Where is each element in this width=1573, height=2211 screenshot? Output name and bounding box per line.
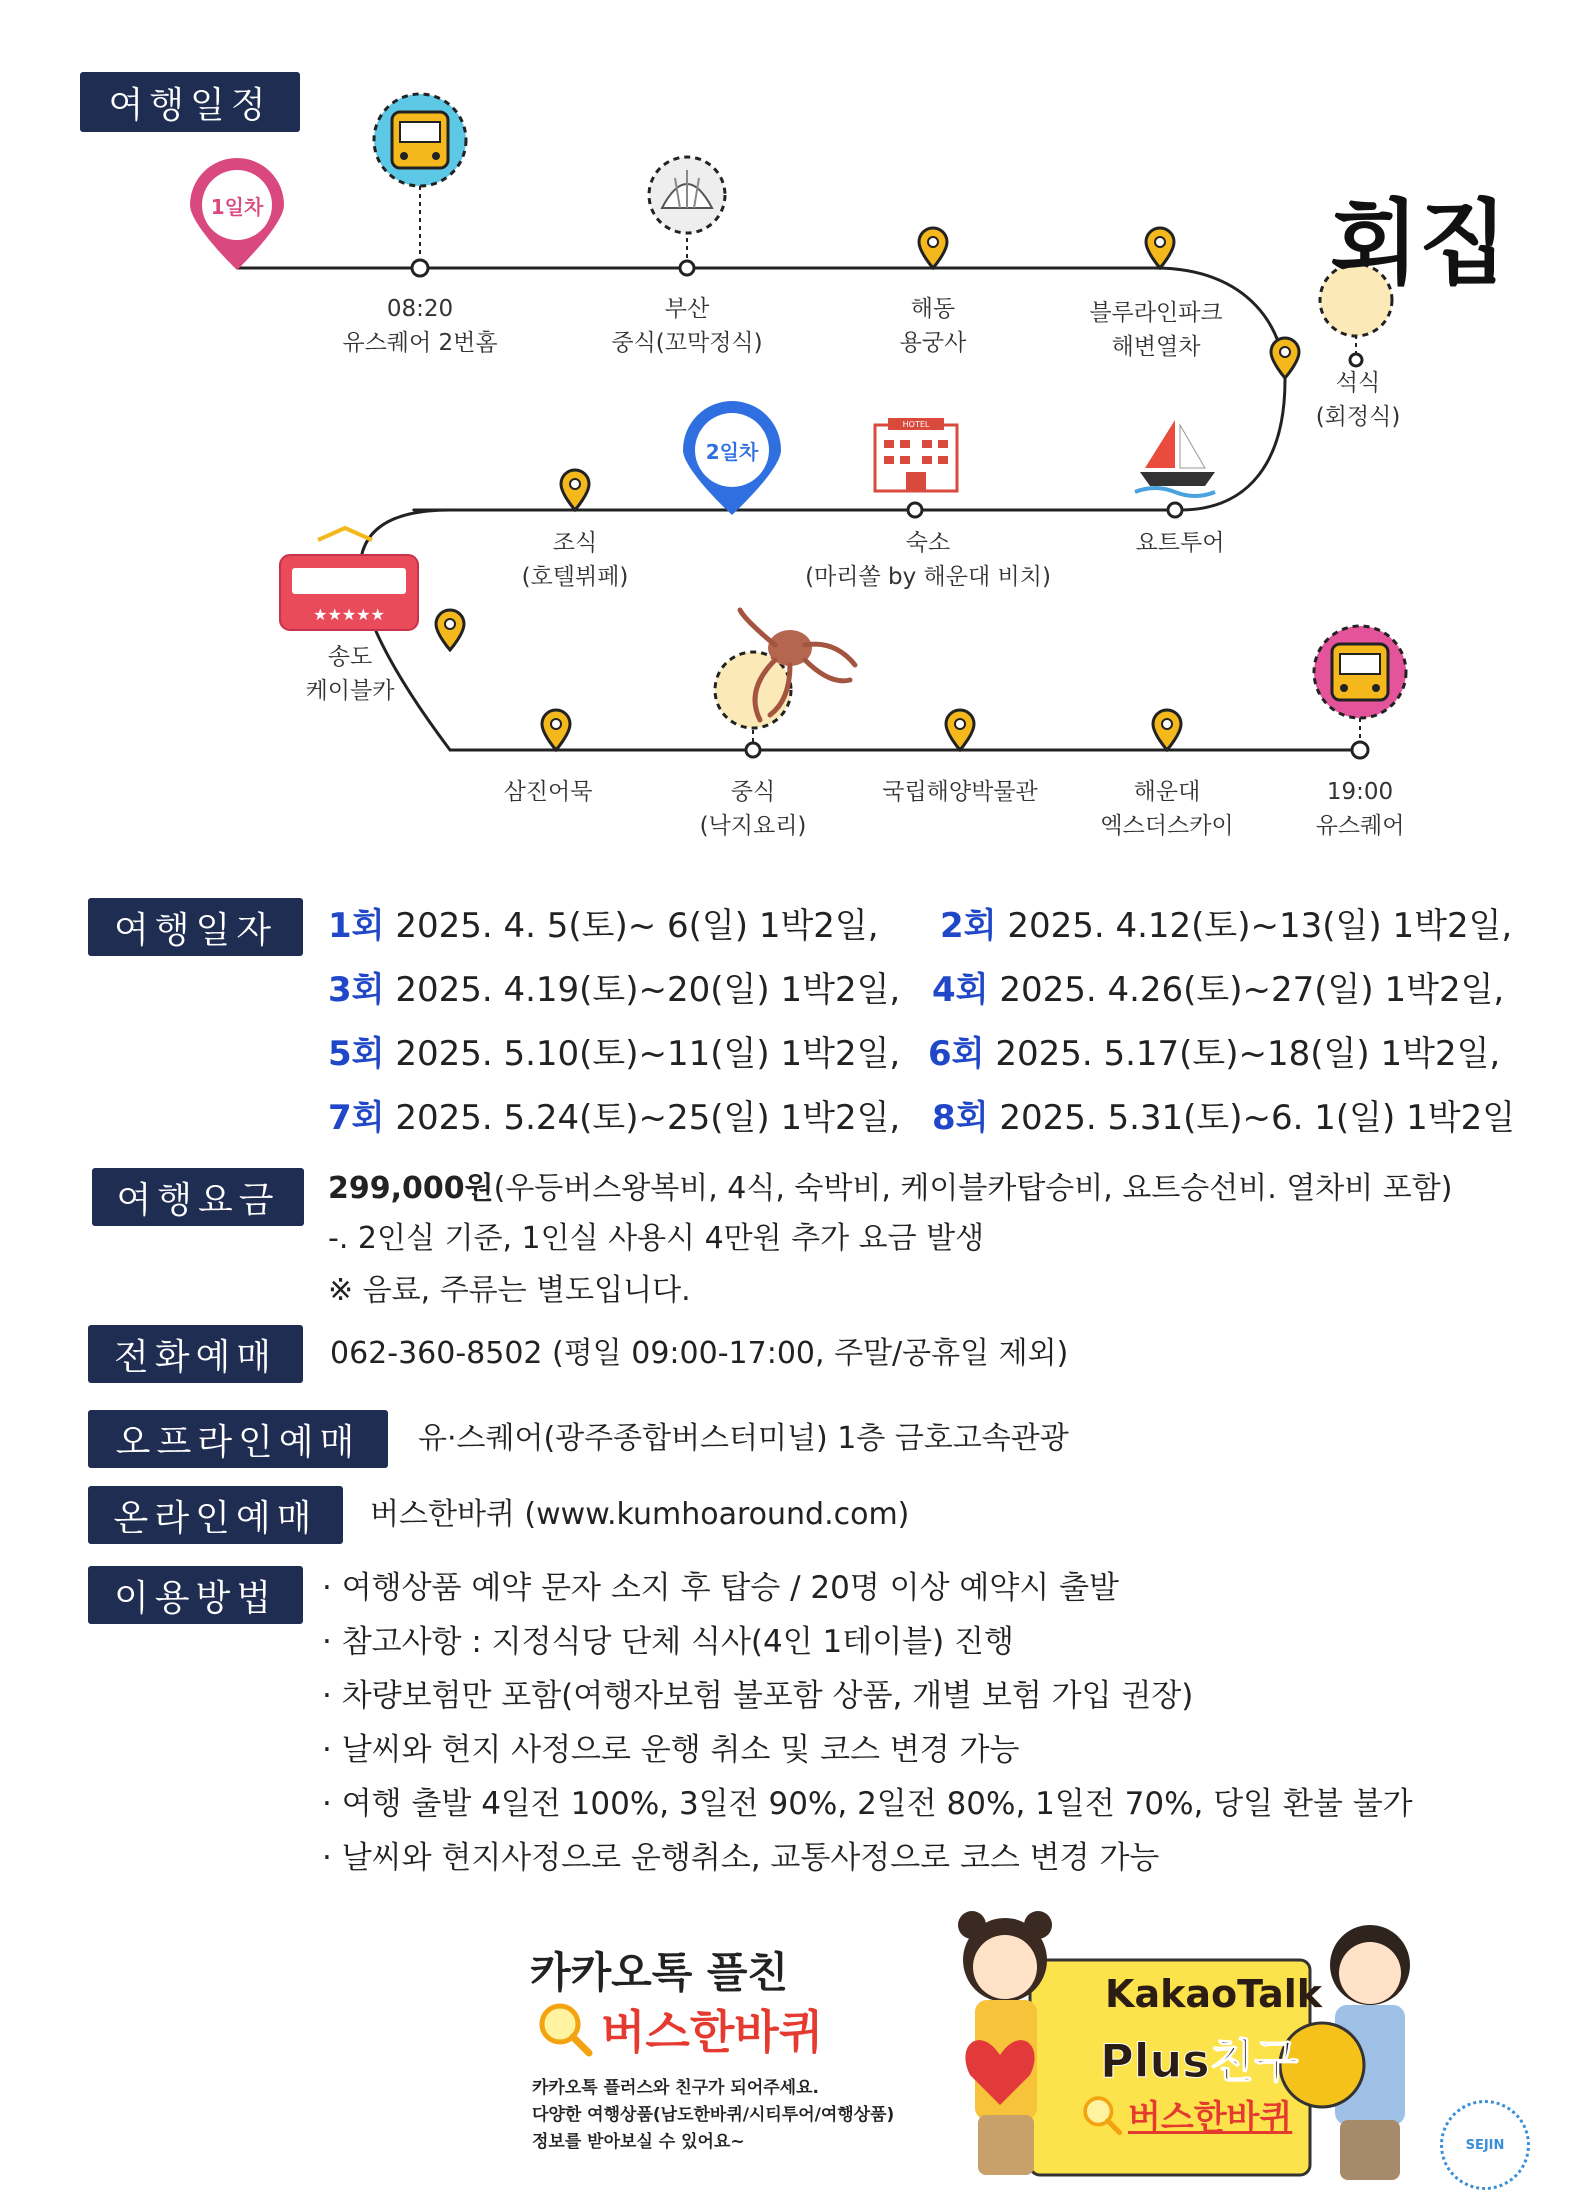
sign-kakaotalk: KakaoTalk xyxy=(1105,1972,1323,2016)
date-item-6: 6회 2025. 5.17(토)~18(일) 1박2일, xyxy=(928,1034,1501,1074)
stop-breakfast: 조식 (호텔뷔페) xyxy=(521,530,629,590)
date-item-3: 3회 2025. 4.19(토)~20(일) 1박2일, xyxy=(328,970,901,1010)
price-note-2: ※ 음료, 주류는 별도입니다. xyxy=(328,1273,691,1308)
stop-samjin: 삼진어묵 xyxy=(503,779,593,805)
sign-brand-search xyxy=(1080,2090,1292,2139)
usage-heading: 이용방법 xyxy=(88,1566,303,1624)
phone-text: 062-360-8502 (평일 09:00-17:00, 주말/공휴일 제외) xyxy=(330,1336,1069,1371)
stop-cablecar: 송도 케이블카 xyxy=(305,644,395,704)
stop-lunch-busan: 부산 중식(꼬막정식) xyxy=(611,296,763,356)
stop-blueline: 블루라인파크 해변열차 xyxy=(1089,300,1223,360)
stop-hotel: 숙소 (마리쏠 by 해운대 비치) xyxy=(805,530,1051,590)
date-item-1: 1회 2025. 4. 5(토)~ 6(일) 1박2일, xyxy=(328,906,879,946)
price-note-1: -. 2인실 기준, 1인실 사용시 4만원 추가 요금 발생 xyxy=(328,1221,985,1256)
date-item-7: 7회 2025. 5.24(토)~25(일) 1박2일, xyxy=(328,1098,901,1138)
stop-start: 08:20 유스퀘어 2번홈 xyxy=(342,296,498,356)
stamp-text: SEJIN xyxy=(1465,2137,1505,2153)
stamp-logo xyxy=(1440,2100,1530,2190)
usage-item: · 날씨와 현지 사정으로 운행 취소 및 코스 변경 가능 xyxy=(322,1732,1020,1768)
date-item-8: 8회 2025. 5.31(토)~6. 1(일) 1박2일 xyxy=(932,1098,1516,1138)
stop-yacht: 요트투어 xyxy=(1135,530,1225,556)
usage-item: · 여행 출발 4일전 100%, 3일전 90%, 2일전 80%, 1일전 70%, 당일 환불 불가 xyxy=(322,1786,1413,1822)
kakao-brand-search[interactable] xyxy=(535,1996,823,2062)
usage-item: · 여행상품 예약 문자 소지 후 탑승 / 20명 이상 예약시 출발 xyxy=(322,1570,1120,1606)
magnifier-icon xyxy=(1080,2093,1124,2137)
usage-item: · 날씨와 현지사정으로 운행취소, 교통사정으로 코스 변경 가능 xyxy=(322,1840,1160,1876)
price-includes: (우등버스왕복비, 4식, 숙박비, 케이블카탑승비, 요트승선비. 열차비 포함) xyxy=(493,1171,1453,1206)
svg-text:2일차: 2일차 xyxy=(705,440,759,464)
calligraphy-title: 회집 xyxy=(1330,189,1508,297)
dates-heading: 여행일자 xyxy=(88,898,303,956)
online-text[interactable]: 버스한바퀴 (www.kumhoaround.com) xyxy=(370,1497,910,1532)
schedule-heading: 여행일정 xyxy=(80,72,300,132)
price-amount: 299,000원 xyxy=(328,1171,494,1206)
stop-end: 19:00 유스퀘어 xyxy=(1315,779,1405,839)
yacht-icon xyxy=(1135,420,1215,496)
svg-text:HOTEL: HOTEL xyxy=(902,420,930,429)
stop-museum: 국립해양박물관 xyxy=(882,779,1038,805)
sign-plus-friend: Plus친구 xyxy=(1100,2034,1299,2088)
magnifier-icon xyxy=(535,1999,595,2059)
online-heading: 온라인예매 xyxy=(88,1486,343,1544)
sign-brand: 버스한바퀴 xyxy=(1128,2098,1293,2138)
stop-dinner: 석식 (회정식) xyxy=(1315,370,1401,430)
octopus-icon xyxy=(715,610,855,728)
offline-heading: 오프라인예매 xyxy=(88,1410,388,1468)
date-item-4: 4회 2025. 4.26(토)~27(일) 1박2일, xyxy=(932,970,1505,1010)
phone-heading: 전화예매 xyxy=(88,1325,303,1383)
stop-lunch-octopus: 중식 (낙지요리) xyxy=(699,779,807,839)
svg-text:1일차: 1일차 xyxy=(210,195,264,219)
offline-text: 유·스퀘어(광주종합버스터미널) 1층 금호고속관광 xyxy=(418,1421,1069,1456)
kakao-desc-3: 정보를 받아보실 수 있어요~ xyxy=(532,2132,745,2152)
price-main xyxy=(328,1168,1452,1210)
date-item-5: 5회 2025. 5.10(토)~11(일) 1박2일, xyxy=(328,1034,901,1074)
svg-text:★★★★★: ★★★★★ xyxy=(313,605,385,624)
bus-icon-start xyxy=(374,94,466,186)
shell-icon xyxy=(649,157,725,233)
kakao-desc-1: 카카오톡 플러스와 친구가 되어주세요. xyxy=(532,2078,819,2098)
kakao-desc-2: 다양한 여행상품(남도한바퀴/시티투어/여행상품) xyxy=(532,2105,895,2125)
usage-item: · 차량보험만 포함(여행자보험 불포함 상품, 개별 보험 가입 권장) xyxy=(322,1678,1194,1714)
date-item-2: 2회 2025. 4.12(토)~13(일) 1박2일, xyxy=(940,906,1513,946)
stop-xthesky: 해운대 엑스더스카이 xyxy=(1100,779,1234,839)
bus-icon-end xyxy=(1314,626,1406,718)
kakao-brand: 버스한바퀴 xyxy=(601,2005,824,2059)
usage-item: · 참고사항 : 지정식당 단체 식사(4인 1테이블) 진행 xyxy=(322,1624,1014,1660)
kakao-title: 카카오톡 플친 xyxy=(530,1948,789,1997)
route-map xyxy=(0,0,1573,870)
stop-yonggungsa: 해동 용궁사 xyxy=(899,296,967,356)
price-heading: 여행요금 xyxy=(92,1168,304,1226)
